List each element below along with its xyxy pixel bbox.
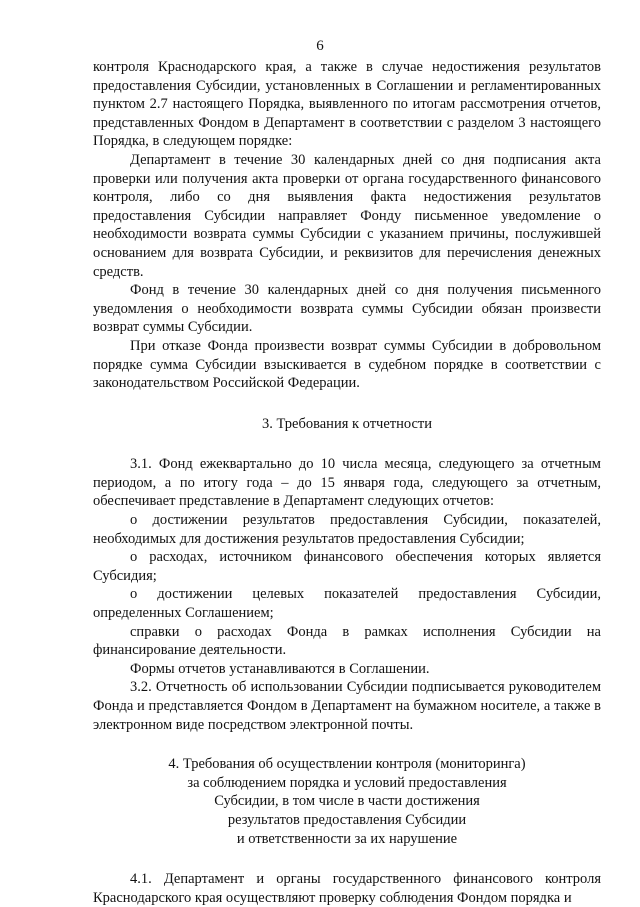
heading-line: 4. Требования об осуществлении контроля (мониторинга) — [168, 756, 526, 773]
paragraph: Департамент в течение 30 календарных дней со дня подписания акта проверки или получения акта проверки от органа государственного финансового контроля, либо со дня выявления факта недостижения результатов предоставления Субсидии направляет Фонду письменное уведомление о необходимости возврата суммы Субсидии с указанием причины, послужившей основанием для возврата Субсидии, и реквизитов для перечисления денежных средств. — [93, 151, 601, 280]
heading-line: Субсидии, в том числе в части достижения — [214, 793, 480, 810]
paragraph: 3.1. Фонд ежеквартально до 10 числа месяца, следующего за отчетным периодом, а по итогу года – до 15 января года, следующего за отчетным, обеспечивает представление в Департамент следующих отчетов: — [93, 456, 601, 510]
document-body — [93, 58, 601, 907]
list-item: о расходах, источником финансового обеспечения которых является Субсидия; — [93, 549, 601, 584]
heading-line: результатов предоставления Субсидии — [227, 811, 467, 828]
list-item: справки о расходах Фонда в рамках исполнения Субсидии на финансирование деятельности. — [93, 623, 601, 659]
paragraph: Формы отчетов устанавливаются в Соглашении. — [130, 660, 430, 677]
paragraph: 3.2. Отчетность об использовании Субсидии подписывается руководителем Фонда и представляется Фондом в Департамент на бумажном носителе, а также в электронном виде посредством электронной почты. — [93, 679, 601, 733]
heading-line: и ответственности за их нарушение — [236, 830, 458, 847]
paragraph: контроля Краснодарского края, а также в случае недостижения результатов предоставления Субсидии, установленных в Соглашении и регламентированных пунктом 2.7 настоящего Порядка, выявленного по итогам рассмотрения отчетов, представленных Фондом в Департамент в соответствии с разделом 3 настоящего Порядка, в следующем порядке: — [93, 59, 601, 150]
section-heading: 3. Требования к отчетности — [261, 415, 433, 432]
list-item: о достижении целевых показателей предоставления Субсидии, определенных Соглашением; — [93, 586, 601, 622]
list-item: о достижении результатов предоставления Субсидии, показателей, необходимых для достижения результатов предоставления Субсидии; — [93, 512, 601, 547]
paragraph: Фонд в течение 30 календарных дней со дня получения письменного уведомления о необходимости возврата суммы Субсидии обязан произвести возврат суммы Субсидии. — [93, 282, 601, 336]
heading-line: за соблюдением порядка и условий предоставления — [187, 774, 507, 791]
paragraph: При отказе Фонда произвести возврат суммы Субсидии в добровольном порядке сумма Субсидии взыскивается в судебном порядке в соответствии с законодательством Российской Федерации. — [93, 337, 601, 392]
page-number: 6 — [316, 38, 324, 54]
section-heading — [93, 755, 601, 848]
paragraph: 4.1. Департамент и органы государственного финансового контроля Краснодарского края осуществляют проверку соблюдения Фондом порядка и — [93, 871, 601, 906]
